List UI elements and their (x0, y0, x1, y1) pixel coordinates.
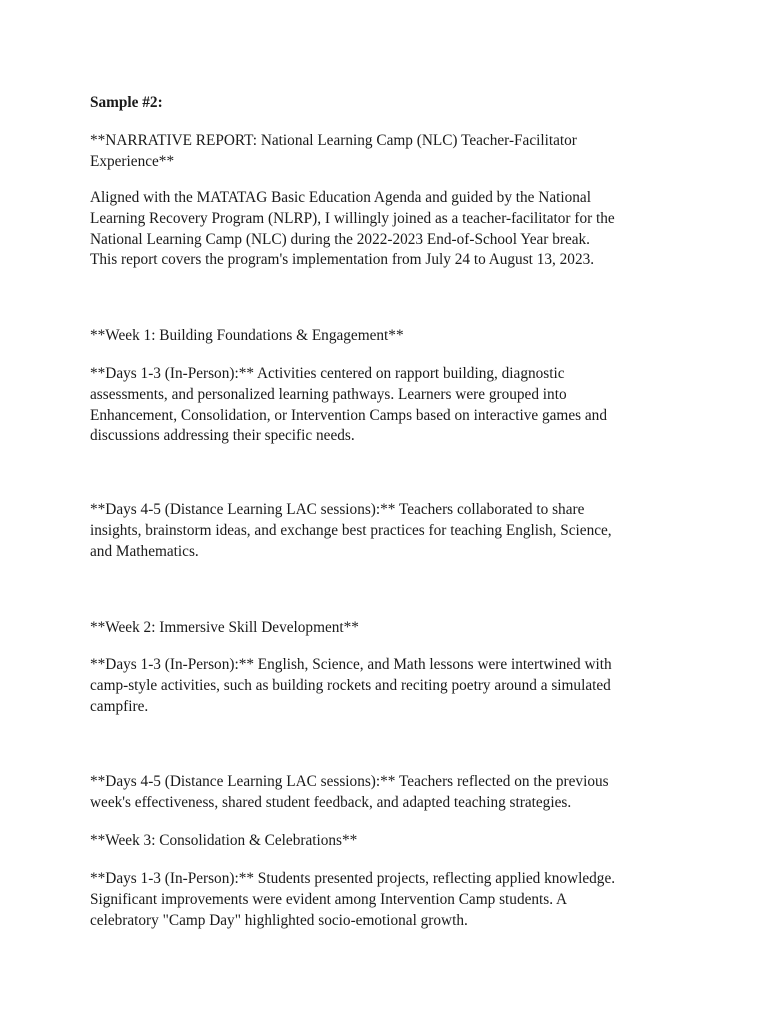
week1-heading (90, 326, 680, 347)
week1-days-1-3-line: Enhancement, Consolidation, or Intervention Camps based on interactive games and (90, 406, 607, 424)
report-title-line: Experience** (90, 152, 175, 170)
intro-paragraph (90, 188, 680, 271)
intro-line: This report covers the program's implementation from July 24 to August 13, 2023. (90, 251, 595, 269)
week3-heading-text: **Week 3: Consolidation & Celebrations** (90, 832, 358, 849)
week2-days-4-5-line: **Days 4-5 (Distance Learning LAC sessions):** Teachers reflected on the previous (90, 773, 609, 790)
week1-days-4-5-line: **Days 4-5 (Distance Learning LAC sessions):** Teachers collaborated to share (90, 501, 585, 518)
week1-days-1-3-paragraph (90, 364, 680, 447)
week3-heading (90, 831, 680, 852)
week2-days-1-3-line: campfire. (90, 697, 149, 715)
week1-days-1-3-line: discussions addressing their specific needs. (90, 427, 355, 445)
intro-line: Learning Recovery Program (NLRP), I willingly joined as a teacher-facilitator for the (90, 209, 615, 227)
week1-days-1-3-line: assessments, and personalized learning pathways. Learners were grouped into (90, 385, 567, 403)
week2-days-4-5-line: week's effectiveness, shared student feedback, and adapted teaching strategies. (90, 793, 572, 811)
week2-days-4-5-paragraph (90, 772, 680, 814)
week1-days-4-5-line: and Mathematics. (90, 542, 199, 560)
week1-days-1-3-line: **Days 1-3 (In-Person):** Activities centered on rapport building, diagnostic (90, 365, 565, 382)
sample-heading-text: Sample #2: (90, 94, 163, 111)
week3-days-1-3-paragraph (90, 869, 680, 931)
week2-days-1-3-line: **Days 1-3 (In-Person):** English, Science, and Math lessons were intertwined with (90, 656, 612, 673)
report-title (90, 131, 680, 173)
intro-line: National Learning Camp (NLC) during the 2022-2023 End-of-School Year break. (90, 230, 591, 248)
week2-heading-text: **Week 2: Immersive Skill Development** (90, 619, 359, 636)
sample-heading (90, 93, 680, 114)
intro-line: Aligned with the MATATAG Basic Education Agenda and guided by the National (90, 189, 591, 206)
week1-days-4-5-line: insights, brainstorm ideas, and exchange best practices for teaching English, Science, (90, 521, 612, 539)
report-title-line: **NARRATIVE REPORT: National Learning Camp (NLC) Teacher-Facilitator (90, 132, 577, 149)
week3-days-1-3-line: Significant improvements were evident among Intervention Camp students. A (90, 890, 568, 908)
week1-heading-text: **Week 1: Building Foundations & Engagement** (90, 327, 404, 344)
week2-days-1-3-paragraph (90, 655, 680, 717)
week2-heading (90, 618, 680, 639)
week2-days-1-3-line: camp-style activities, such as building rockets and reciting poetry around a simulated (90, 676, 611, 694)
week3-days-1-3-line: **Days 1-3 (In-Person):** Students presented projects, reflecting applied knowledge. (90, 870, 616, 887)
week3-days-1-3-line: celebratory "Camp Day" highlighted socio-emotional growth. (90, 911, 468, 929)
week1-days-4-5-paragraph (90, 500, 680, 562)
